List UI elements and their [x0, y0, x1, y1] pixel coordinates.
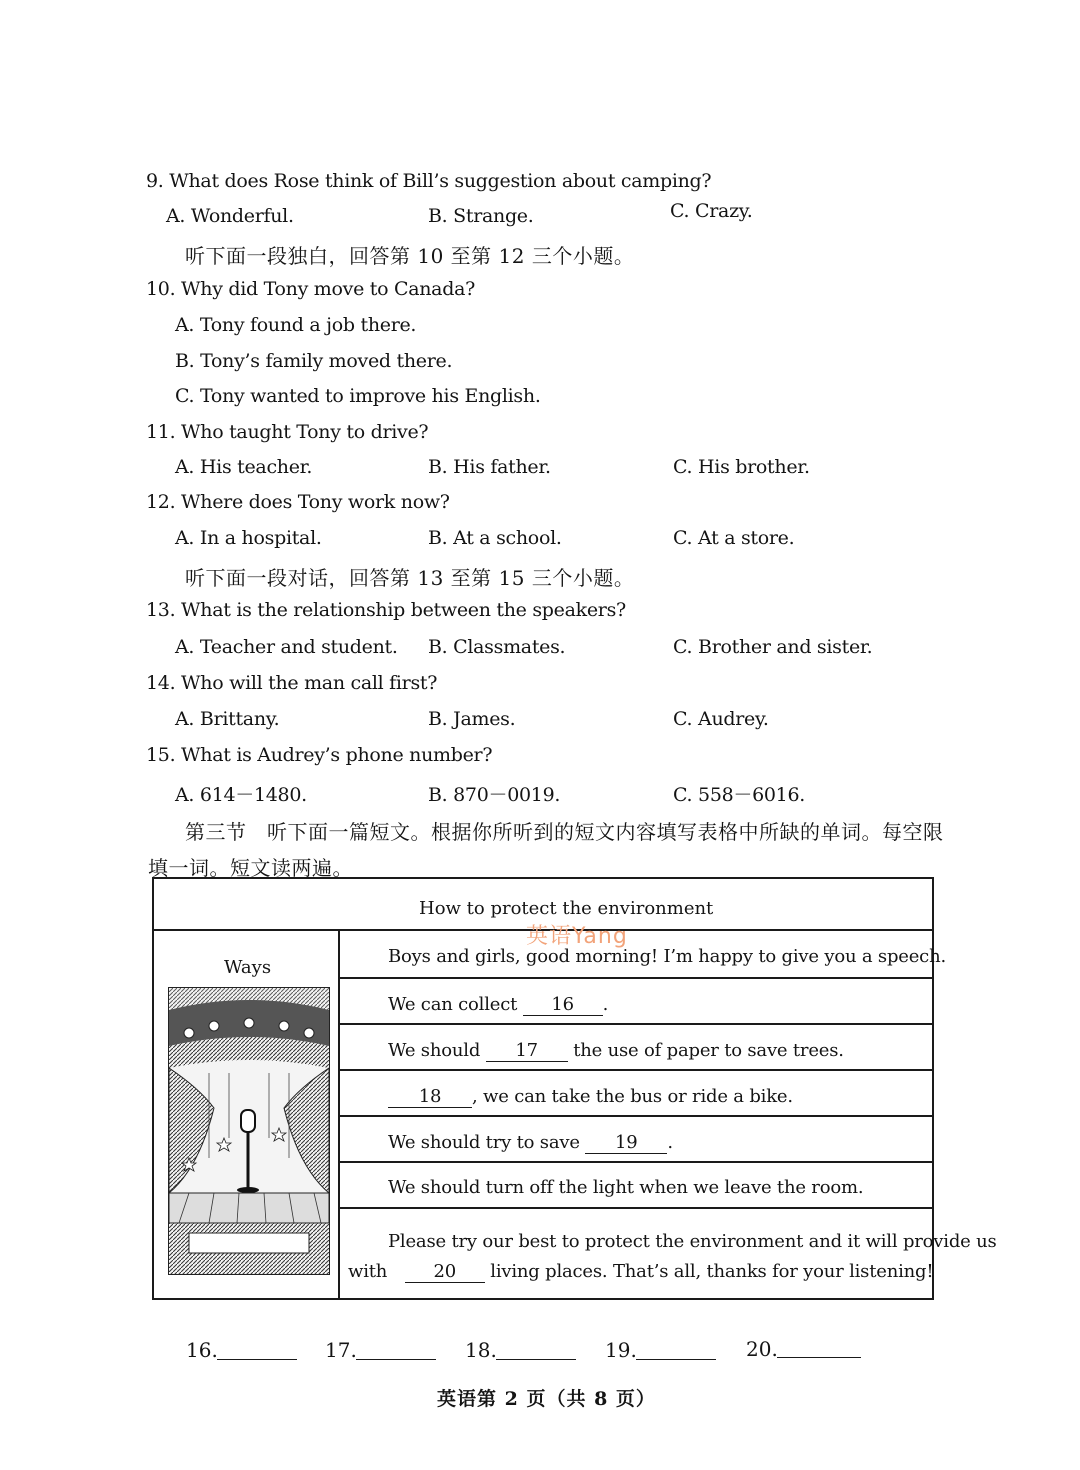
- environment-table: [152, 877, 997, 1300]
- row2-text: [388, 994, 608, 1016]
- question-11: 11. Who taught Tony to drive?: [146, 421, 429, 443]
- page-footer: 英语第 2 页（共 8 页）: [437, 1388, 656, 1410]
- question-15: 15. What is Audrey’s phone number?: [146, 744, 493, 766]
- row3-post: the use of paper to save trees.: [573, 1040, 844, 1061]
- q11-option-a: A. His teacher.: [175, 456, 313, 478]
- row2-post: .: [602, 994, 609, 1015]
- q9-option-b: B. Strange.: [428, 205, 534, 227]
- row5-text: [388, 1132, 673, 1154]
- ways-label: Ways: [224, 957, 272, 978]
- table-left-column: [154, 931, 340, 1298]
- q14-option-c: C. Audrey.: [673, 708, 769, 730]
- blank-18[interactable]: 18: [388, 1086, 472, 1108]
- q9-option-c: C. Crazy.: [670, 200, 753, 222]
- instruction-13-15: 听下面一段对话，回答第 13 至第 15 三个小题。: [185, 566, 635, 590]
- q10-option-c: C. Tony wanted to improve his English.: [175, 385, 541, 407]
- q14-option-b: B. James.: [428, 708, 516, 730]
- row5-pre: We should try to save: [388, 1132, 580, 1153]
- q14-option-a: A. Brittany.: [175, 708, 280, 730]
- q12-option-c: C. At a store.: [673, 527, 795, 549]
- answer-blank-20[interactable]: [777, 1357, 861, 1358]
- row3-pre: We should: [388, 1040, 481, 1061]
- table-row-4: [340, 1071, 934, 1117]
- q13-option-c: C. Brother and sister.: [673, 636, 873, 658]
- question-14: 14. Who will the man call first?: [146, 672, 438, 694]
- row5-post: .: [667, 1132, 673, 1153]
- answer-blank-17[interactable]: [356, 1359, 436, 1360]
- table-row-6: [340, 1163, 934, 1209]
- table-row-5: [340, 1117, 934, 1163]
- answer-label-18: 18.: [465, 1338, 497, 1362]
- watermark: 英语Yang: [526, 924, 628, 949]
- section3-instruction-line1: 第三节 听下面一篇短文。根据你所听到的短文内容填写表格中所缺的单词。每空限: [185, 820, 944, 844]
- row7-line2: [348, 1261, 933, 1283]
- question-12: 12. Where does Tony work now?: [146, 491, 450, 513]
- row7-post: living places. That’s all, thanks for your listening!: [490, 1261, 934, 1282]
- blank-16[interactable]: 16: [523, 994, 603, 1016]
- question-13: 13. What is the relationship between the speakers?: [146, 599, 626, 621]
- table-row-7: [340, 1209, 997, 1298]
- row3-text: [388, 1040, 844, 1062]
- q11-option-b: B. His father.: [428, 456, 551, 478]
- table-title: How to protect the environment: [419, 898, 714, 919]
- row4-text: [388, 1086, 793, 1108]
- answer-blank-18[interactable]: [496, 1359, 576, 1360]
- q10-option-b: B. Tony’s family moved there.: [175, 350, 453, 372]
- question-9: 9. What does Rose think of Bill’s suggestion about camping?: [146, 170, 712, 192]
- row7-line1: Please try our best to protect the environment and it will provide us: [388, 1231, 997, 1252]
- blank-20[interactable]: 20: [405, 1261, 485, 1283]
- blank-17[interactable]: 17: [486, 1040, 568, 1062]
- row7-pre: with: [348, 1261, 388, 1282]
- section3-instruction-line2: 填一词。短文读两遍。: [148, 856, 353, 880]
- table-row-3: [340, 1025, 934, 1071]
- q11-option-c: C. His brother.: [673, 456, 810, 478]
- answer-blank-19[interactable]: [636, 1359, 716, 1360]
- q15-option-b: B. 870－0019.: [428, 784, 561, 806]
- q12-option-a: A. In a hospital.: [175, 527, 322, 549]
- answer-label-19: 19.: [605, 1338, 637, 1362]
- q13-option-b: B. Classmates.: [428, 636, 566, 658]
- stage-microphone-icon: [169, 988, 329, 1274]
- answer-label-17: 17.: [325, 1338, 357, 1362]
- row4-post: , we can take the bus or ride a bike.: [472, 1086, 793, 1107]
- row1-text: Boys and girls, good morning! I’m happy to give you a speech.: [388, 946, 946, 967]
- q9-option-a: A. Wonderful.: [166, 205, 294, 227]
- answer-label-20: 20.: [746, 1337, 778, 1361]
- answer-label-16: 16.: [186, 1338, 218, 1362]
- q13-option-a: A. Teacher and student.: [175, 636, 398, 658]
- q12-option-b: B. At a school.: [428, 527, 562, 549]
- q10-option-a: A. Tony found a job there.: [175, 314, 417, 336]
- stage-microphone-illustration: [168, 987, 330, 1275]
- table-row-1: [340, 931, 946, 979]
- instruction-10-12: 听下面一段独白，回答第 10 至第 12 三个小题。: [185, 244, 635, 268]
- q15-option-a: A. 614－1480.: [175, 784, 307, 806]
- blank-19[interactable]: 19: [585, 1132, 667, 1154]
- row2-pre: We can collect: [388, 994, 518, 1015]
- q15-option-c: C. 558－6016.: [673, 784, 805, 806]
- question-10: 10. Why did Tony move to Canada?: [146, 278, 475, 300]
- table-row-2: [340, 979, 934, 1025]
- answer-blank-16[interactable]: [217, 1359, 297, 1360]
- row6-text: We should turn off the light when we leave the room.: [388, 1177, 864, 1198]
